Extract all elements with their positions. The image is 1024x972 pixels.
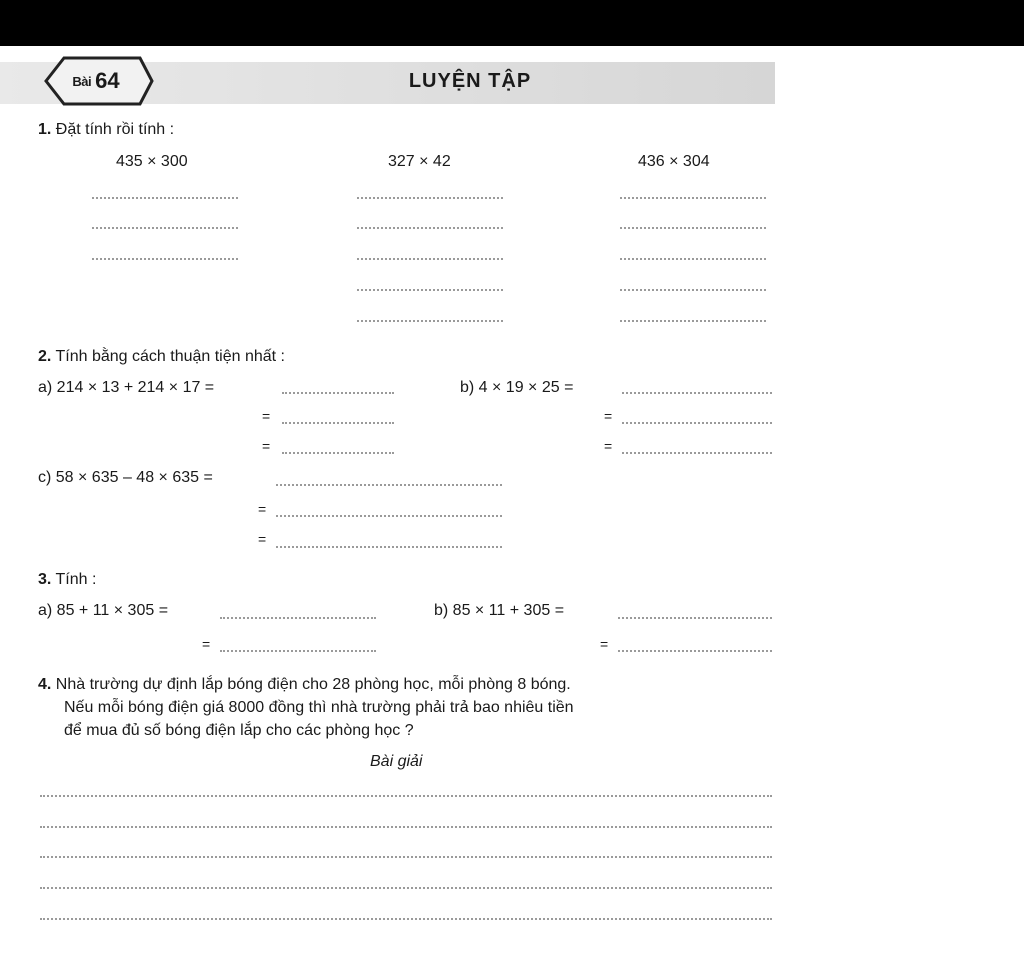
ex1-col1-line-1 [92, 197, 238, 199]
ex3-heading [38, 570, 96, 590]
ex2-a-line-2 [282, 422, 394, 424]
ex4-text-line-3: để mua đủ số bóng điện lắp cho các phòng học ? [64, 722, 414, 739]
ex2-c-line-3 [276, 546, 502, 548]
ex1-instruction: Đặt tính rồi tính : [55, 121, 175, 138]
ex2-number: 2. [38, 348, 52, 365]
ex1-col3-line-4 [620, 289, 766, 291]
ex2-c-equals-2: = [258, 501, 267, 517]
ex3-a-line-1 [220, 617, 376, 619]
ex2-a-line-3 [282, 452, 394, 454]
ex2-c-line-1 [276, 484, 502, 486]
ex1-col1-line-3 [92, 258, 238, 260]
ex2-instruction: Tính bằng cách thuận tiện nhất : [55, 348, 285, 365]
ex1-problem-3: 436 × 304 [638, 153, 710, 170]
ex3-a-expression: a) 85 + 11 × 305 = [38, 602, 169, 619]
ex4-answer-line-5 [40, 918, 772, 920]
ex3-a-line-2 [220, 650, 376, 652]
ex3-instruction: Tính : [55, 571, 97, 588]
ex3-b-equals-2: = [600, 636, 609, 652]
ex2-a-line-1 [282, 392, 394, 394]
ex2-b-equals-2: = [604, 408, 613, 424]
ex3-number: 3. [38, 571, 52, 588]
ex2-b-line-1 [622, 392, 772, 394]
ex1-col2-line-2 [357, 227, 503, 229]
ex2-c-line-2 [276, 515, 502, 517]
ex1-col2-line-4 [357, 289, 503, 291]
ex3-b-line-1 [618, 617, 772, 619]
ex1-col3-line-1 [620, 197, 766, 199]
ex1-problem-1: 435 × 300 [116, 153, 188, 170]
ex4-answer-line-1 [40, 795, 772, 797]
ex2-c-equals-3: = [258, 531, 267, 547]
ex2-b-line-3 [622, 452, 772, 454]
ex2-a-equals-3: = [262, 438, 271, 454]
ex2-heading [38, 347, 285, 367]
ex1-col2-line-3 [357, 258, 503, 260]
ex1-col3-line-2 [620, 227, 766, 229]
ex4-answer-line-2 [40, 826, 772, 828]
ex2-a-equals-2: = [262, 408, 271, 424]
ex1-number: 1. [38, 121, 52, 138]
ex3-b-line-2 [618, 650, 772, 652]
ex1-problem-2: 327 × 42 [388, 153, 451, 170]
lesson-badge-number: 64 [95, 68, 120, 93]
ex2-b-expression: b) 4 × 19 × 25 = [460, 379, 574, 396]
ex1-col1-line-2 [92, 227, 238, 229]
lesson-badge [36, 52, 156, 110]
ex4-number: 4. [38, 676, 52, 693]
ex4-solution-label: Bài giải [370, 753, 423, 770]
ex2-c-expression: c) 58 × 635 – 48 × 635 = [38, 469, 213, 486]
top-black-bar [0, 0, 1024, 46]
ex4-line-1 [38, 675, 571, 695]
ex1-heading [38, 120, 174, 140]
ex1-col3-line-3 [620, 258, 766, 260]
lesson-badge-word: Bài [72, 73, 92, 89]
ex2-b-line-2 [622, 422, 772, 424]
ex4-answer-line-4 [40, 887, 772, 889]
ex2-a-expression: a) 214 × 13 + 214 × 17 = [38, 379, 215, 396]
ex1-col2-line-1 [357, 197, 503, 199]
ex1-col2-line-5 [357, 320, 503, 322]
ex3-a-equals-2: = [202, 636, 211, 652]
ex1-col3-line-5 [620, 320, 766, 322]
lesson-title: LUYỆN TẬP [408, 70, 532, 92]
ex2-b-equals-3: = [604, 438, 613, 454]
ex4-text-line-1: Nhà trường dự định lắp bóng điện cho 28 phòng học, mỗi phòng 8 bóng. [55, 676, 571, 693]
ex3-b-expression: b) 85 × 11 + 305 = [434, 602, 565, 619]
ex4-answer-line-3 [40, 856, 772, 858]
ex4-text-line-2: Nếu mỗi bóng điện giá 8000 đồng thì nhà trường phải trả bao nhiêu tiền [64, 699, 574, 716]
